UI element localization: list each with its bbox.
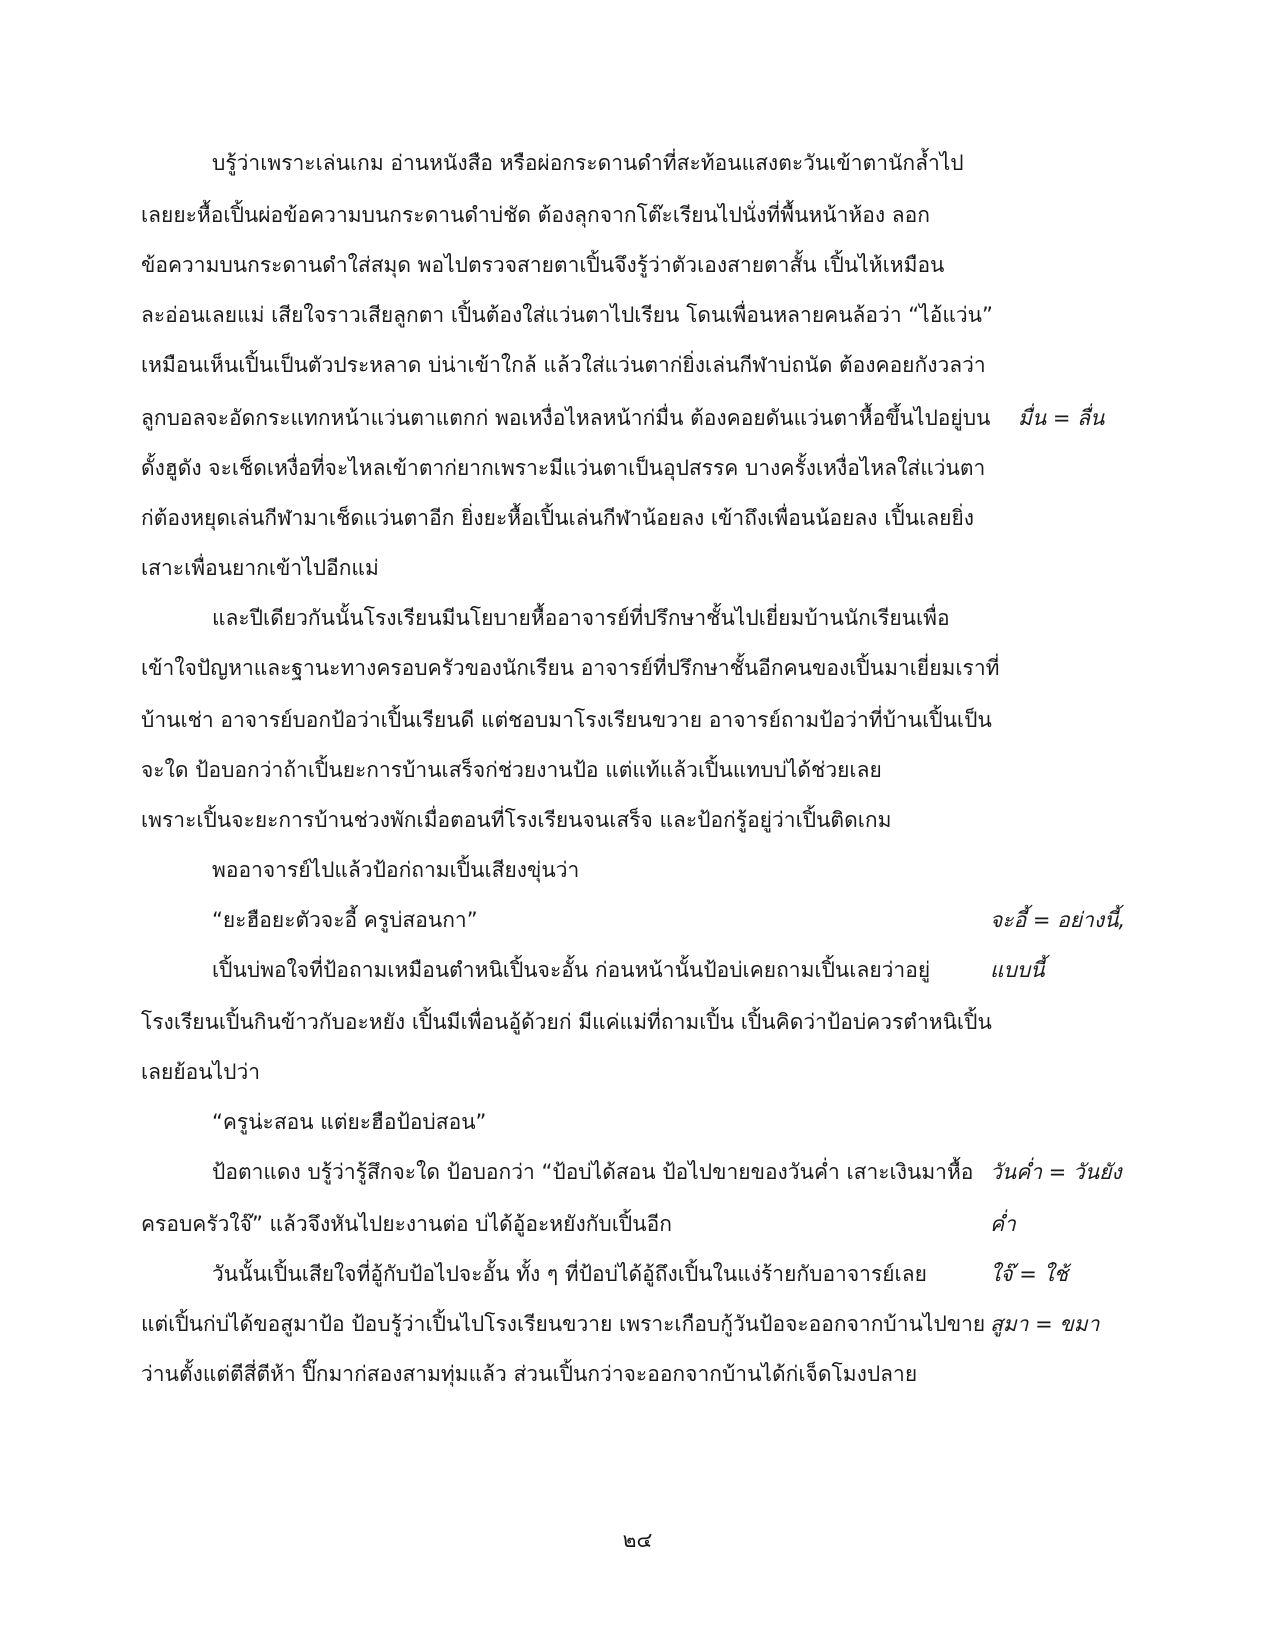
body-line: วันนั้นเปิ้นเสียใจที่อู้กับป้อไปจะอั้น ทั้ง ๆ ที่ป้อบ่ได้อู้ถึงเปิ้นในแง่ร้ายกับอาจารย์เลย [212,1262,927,1286]
margin-note: วันค่ำ = วันยัง [990,1160,1122,1184]
body-line: เลยย้อนไปว่า [141,1060,261,1084]
body-line: เพราะเปิ้นจะยะการบ้านช่วงพักเมื่อตอนที่โรงเรียนจนเสร็จ และป้อก่รู้อยู่ว่าเปิ้นติดเกม [141,808,892,832]
body-line: เสาะเพื่อนยากเข้าไปอีกแม่ [141,556,379,580]
margin-note: ค่ำ [990,1212,1016,1236]
body-line: เลยยะหื้อเปิ้นผ่อข้อความบนกระดานดำบ่ชัด ต้องลุกจากโต๊ะเรียนไปนั่งที่พื้นหน้าห้อง ลอก [141,203,931,227]
body-line: ลูกบอลจะอัดกระแทกหน้าแว่นตาแตกก่ พอเหงื่อไหลหน้าก่มื่น ต้องคอยดันแว่นตาหื้อขึ้นไปอยู่บน [141,406,991,430]
body-line: ดั้งฮูดัง จะเช็ดเหงื่อที่จะไหลเข้าตาก่ยากเพราะมีแว่นตาเป็นอุปสรรค บางครั้งเหงื่อไหลใส่แว่นตา [141,456,986,480]
body-line: เหมือนเห็นเปิ้นเป็นตัวประหลาด บ่น่าเข้าใกล้ แล้วใส่แว่นตาก่ยิ่งเล่นกีฬาบ่ถนัด ต้องคอยกังวลว่า [141,353,986,377]
body-line: ละอ่อนเลยแม่ เสียใจราวเสียลูกตา เปิ้นต้องใส่แว่นตาไปเรียน โดนเพื่อนหลายคนล้อว่า “ไอ้แว่น” [141,303,993,327]
body-line: ข้อความบนกระดานดำใส่สมุด พอไปตรวจสายตาเปิ้นจึงรู้ว่าตัวเองสายตาสั้น เปิ้นไห้เหมือน [141,253,945,277]
body-line: พออาจารย์ไปแล้วป้อก่ถามเปิ้นเสียงขุ่นว่า [212,858,580,882]
body-line: ป้อตาแดง บรู้ว่ารู้สึกจะใด ป้อบอกว่า “ป้อบ่ได้สอน ป้อไปขายของวันค่ำ เสาะเงินมาหื้อ [212,1160,974,1184]
margin-note: จะอี้ = อย่างนี้, [990,908,1126,932]
body-line: บรู้ว่าเพราะเล่นเกม อ่านหนังสือ หรือผ่อกระดานดำที่สะท้อนแสงตะวันเข้าตานักล้ำไป [212,151,964,175]
body-line: “ครูน่ะสอน แต่ยะฮือป้อบ่สอน” [212,1110,487,1134]
margin-note: แบบนี้ [990,958,1045,982]
margin-note: สูมา = ขมา [990,1312,1100,1336]
body-line: ก่ต้องหยุดเล่นกีฬามาเช็ดแว่นตาอีก ยิ่งยะหื้อเปิ้นเล่นกีฬาน้อยลง เข้าถึงเพื่อนน้อยลง เปิ้นเลยยิ่ง [141,506,975,530]
body-line: จะใด ป้อบอกว่าถ้าเปิ้นยะการบ้านเสร็จก่ช่วยงานป้อ แต่แท้แล้วเปิ้นแทบบ่ได้ช่วยเลย [141,758,882,782]
margin-note: ใจ๊ = ใช้ [990,1262,1069,1286]
body-line: เข้าใจปัญหาและฐานะทางครอบครัวของนักเรียน อาจารย์ที่ปรึกษาชั้นอีกคนของเปิ้นมาเยี่ยมเราที่ [141,656,1000,680]
body-line: และปีเดียวกันนั้นโรงเรียนมีนโยบายหื้ออาจารย์ที่ปรึกษาชั้นไปเยี่ยมบ้านนักเรียนเพื่อ [212,606,950,630]
body-line: ครอบครัวใจ๊” แล้วจึงหันไปยะงานต่อ บ่ได้อู้อะหยังกับเปิ้นอีก [141,1212,672,1236]
margin-note: มื่น = ลื่น [1018,406,1105,430]
body-line: ว่านตั้งแต่ตีสี่ตีห้า ปิ๊กมาก่สองสามทุ่มแล้ว ส่วนเปิ้นกว่าจะออกจากบ้านได้ก่เจ็ดโมงปลาย [141,1362,918,1386]
page-number: ๒๔ [622,1528,653,1552]
body-line: โรงเรียนเปิ้นกินข้าวกับอะหยัง เปิ้นมีเพื่อนอู้ด้วยก่ มีแค่แม่ที่ถามเปิ้น เปิ้นคิดว่าป้อบ่ควรตำหนิเปิ้น [141,1010,992,1034]
body-line: บ้านเช่า อาจารย์บอกป้อว่าเปิ้นเรียนดี แต่ชอบมาโรงเรียนขวาย อาจารย์ถามป้อว่าที่บ้านเปิ้นเป็น [141,708,992,732]
body-line: “ยะฮือยะตัวจะอี้ ครูบ่สอนกา” [212,908,478,932]
body-line: แต่เปิ้นก่บ่ได้ขอสูมาป้อ ป้อบรู้ว่าเปิ้นไปโรงเรียนขวาย เพราะเกือบกู้วันป้อจะออกจากบ้านไปขาย [141,1312,986,1336]
body-line: เปิ้นบ่พอใจที่ป้อถามเหมือนตำหนิเปิ้นจะอั้น ก่อนหน้านั้นป้อบ่เคยถามเปิ้นเลยว่าอยู่ [212,958,931,982]
